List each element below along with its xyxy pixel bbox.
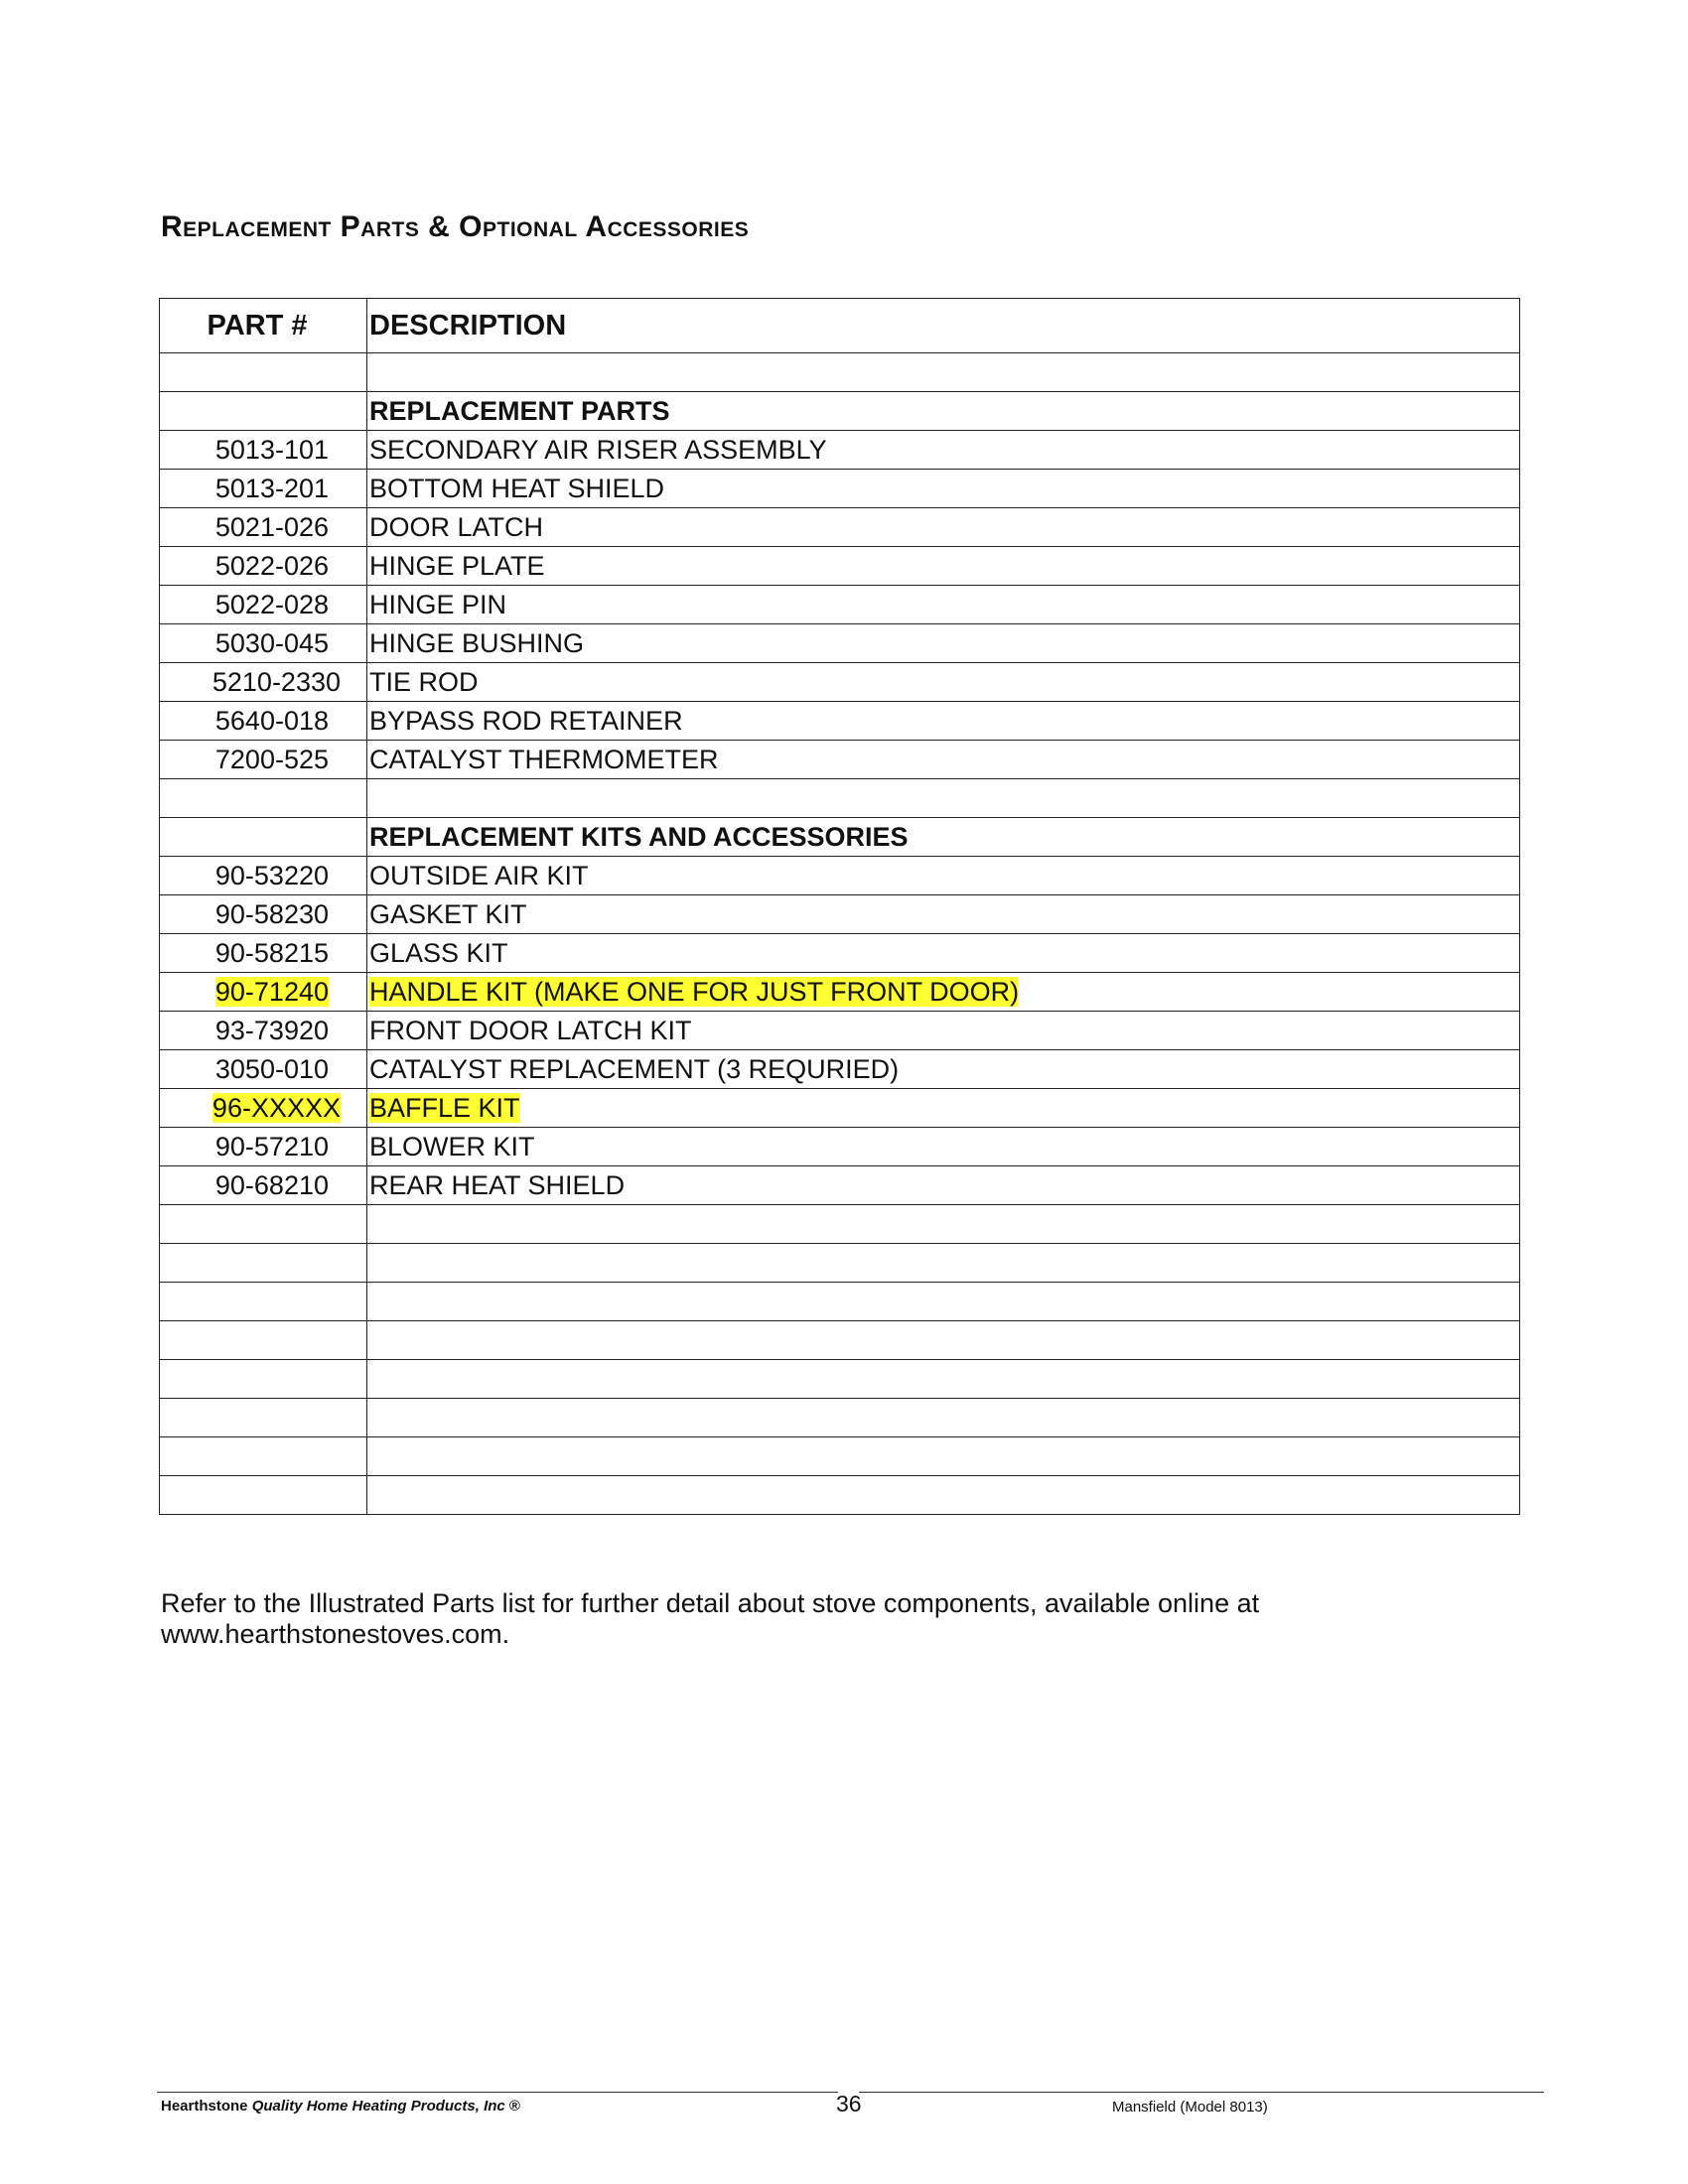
part-number: 90-53220 xyxy=(160,857,367,895)
table-row xyxy=(160,1050,1520,1089)
part-description xyxy=(367,1089,1520,1128)
table-row xyxy=(160,470,1520,508)
replacement-parts-heading: REPLACEMENT PARTS xyxy=(367,392,1520,431)
part-number: 5013-101 xyxy=(160,431,367,470)
parts-table xyxy=(159,298,1520,1515)
table-row xyxy=(160,624,1520,663)
empty-row xyxy=(160,1205,1520,1244)
part-description: CATALYST REPLACEMENT (3 REQURIED) xyxy=(367,1050,1520,1089)
footer-rule-right xyxy=(859,2092,1544,2093)
table-row xyxy=(160,663,1520,702)
part-number: 5022-028 xyxy=(160,586,367,624)
highlighted-description: BAFFLE KIT xyxy=(369,1093,520,1123)
part-number: 5022-026 xyxy=(160,547,367,586)
description-header: DESCRIPTION xyxy=(367,299,1520,353)
empty-row xyxy=(160,1399,1520,1437)
table-row xyxy=(160,895,1520,934)
part-description: REAR HEAT SHIELD xyxy=(367,1166,1520,1205)
part-number xyxy=(160,973,367,1012)
part-number: 90-57210 xyxy=(160,1128,367,1166)
section-heading-row xyxy=(160,392,1520,431)
registered-mark: ® xyxy=(508,2098,520,2115)
empty-row xyxy=(160,1360,1520,1399)
highlighted-part-number: 96-XXXXX xyxy=(211,1093,341,1123)
part-description: HINGE PLATE xyxy=(367,547,1520,586)
part-number: 90-68210 xyxy=(160,1166,367,1205)
part-number: 5030-045 xyxy=(160,624,367,663)
table-row xyxy=(160,1166,1520,1205)
table-header-row xyxy=(160,299,1520,353)
part-number: 90-58215 xyxy=(160,934,367,973)
section-heading-row xyxy=(160,818,1520,857)
part-description: BYPASS ROD RETAINER xyxy=(367,702,1520,741)
highlighted-part-number: 90-71240 xyxy=(214,977,329,1007)
part-number-header: PART # xyxy=(160,299,367,353)
empty-row xyxy=(160,779,1520,818)
part-description: DOOR LATCH xyxy=(367,508,1520,547)
part-description: GLASS KIT xyxy=(367,934,1520,973)
empty-row xyxy=(160,1283,1520,1321)
part-description: OUTSIDE AIR KIT xyxy=(367,857,1520,895)
part-number: 7200-525 xyxy=(160,741,367,779)
highlighted-description: HANDLE KIT (MAKE ONE FOR JUST FRONT DOOR) xyxy=(369,977,1020,1007)
empty-row xyxy=(160,1437,1520,1476)
footer-company-name: Hearthstone xyxy=(161,2098,248,2115)
part-number: 93-73920 xyxy=(160,1012,367,1050)
table-row xyxy=(160,547,1520,586)
table-row xyxy=(160,431,1520,470)
table-row xyxy=(160,741,1520,779)
empty-row xyxy=(160,1476,1520,1515)
part-number: 5021-026 xyxy=(160,508,367,547)
part-description: CATALYST THERMOMETER xyxy=(367,741,1520,779)
page-title: Replacement Parts & Optional Accessories xyxy=(161,210,750,243)
part-description: HINGE PIN xyxy=(367,586,1520,624)
empty-row xyxy=(160,1244,1520,1283)
table-row xyxy=(160,1128,1520,1166)
part-description: HINGE BUSHING xyxy=(367,624,1520,663)
part-number: 5640-018 xyxy=(160,702,367,741)
table-row xyxy=(160,934,1520,973)
table-row xyxy=(160,508,1520,547)
table-row xyxy=(160,1012,1520,1050)
part-description: FRONT DOOR LATCH KIT xyxy=(367,1012,1520,1050)
footer-company xyxy=(161,2098,520,2115)
kits-accessories-heading: REPLACEMENT KITS AND ACCESSORIES xyxy=(367,818,1520,857)
table-row xyxy=(160,857,1520,895)
footer-model: Mansfield (Model 8013) xyxy=(1112,2099,1268,2116)
reference-note: Refer to the Illustrated Parts list for further detail about stove components, available online at www.hearthstonestoves.com. xyxy=(161,1588,1260,1649)
part-description: BOTTOM HEAT SHIELD xyxy=(367,470,1520,508)
part-description: BLOWER KIT xyxy=(367,1128,1520,1166)
table-row xyxy=(160,586,1520,624)
empty-row xyxy=(160,1321,1520,1360)
table-row-highlighted xyxy=(160,1089,1520,1128)
part-description: SECONDARY AIR RISER ASSEMBLY xyxy=(367,431,1520,470)
table-row xyxy=(160,702,1520,741)
part-number: 3050-010 xyxy=(160,1050,367,1089)
part-number xyxy=(160,1089,367,1128)
footer-rule-left xyxy=(157,2092,838,2093)
part-number: 90-58230 xyxy=(160,895,367,934)
page-number: 36 xyxy=(836,2091,862,2116)
table-row-highlighted xyxy=(160,973,1520,1012)
footer-tagline: Quality Home Heating Products, Inc xyxy=(251,2098,505,2115)
part-description: GASKET KIT xyxy=(367,895,1520,934)
part-number: 5210-2330 xyxy=(160,663,367,702)
part-number: 5013-201 xyxy=(160,470,367,508)
part-description: TIE ROD xyxy=(367,663,1520,702)
part-description xyxy=(367,973,1520,1012)
empty-row xyxy=(160,353,1520,392)
